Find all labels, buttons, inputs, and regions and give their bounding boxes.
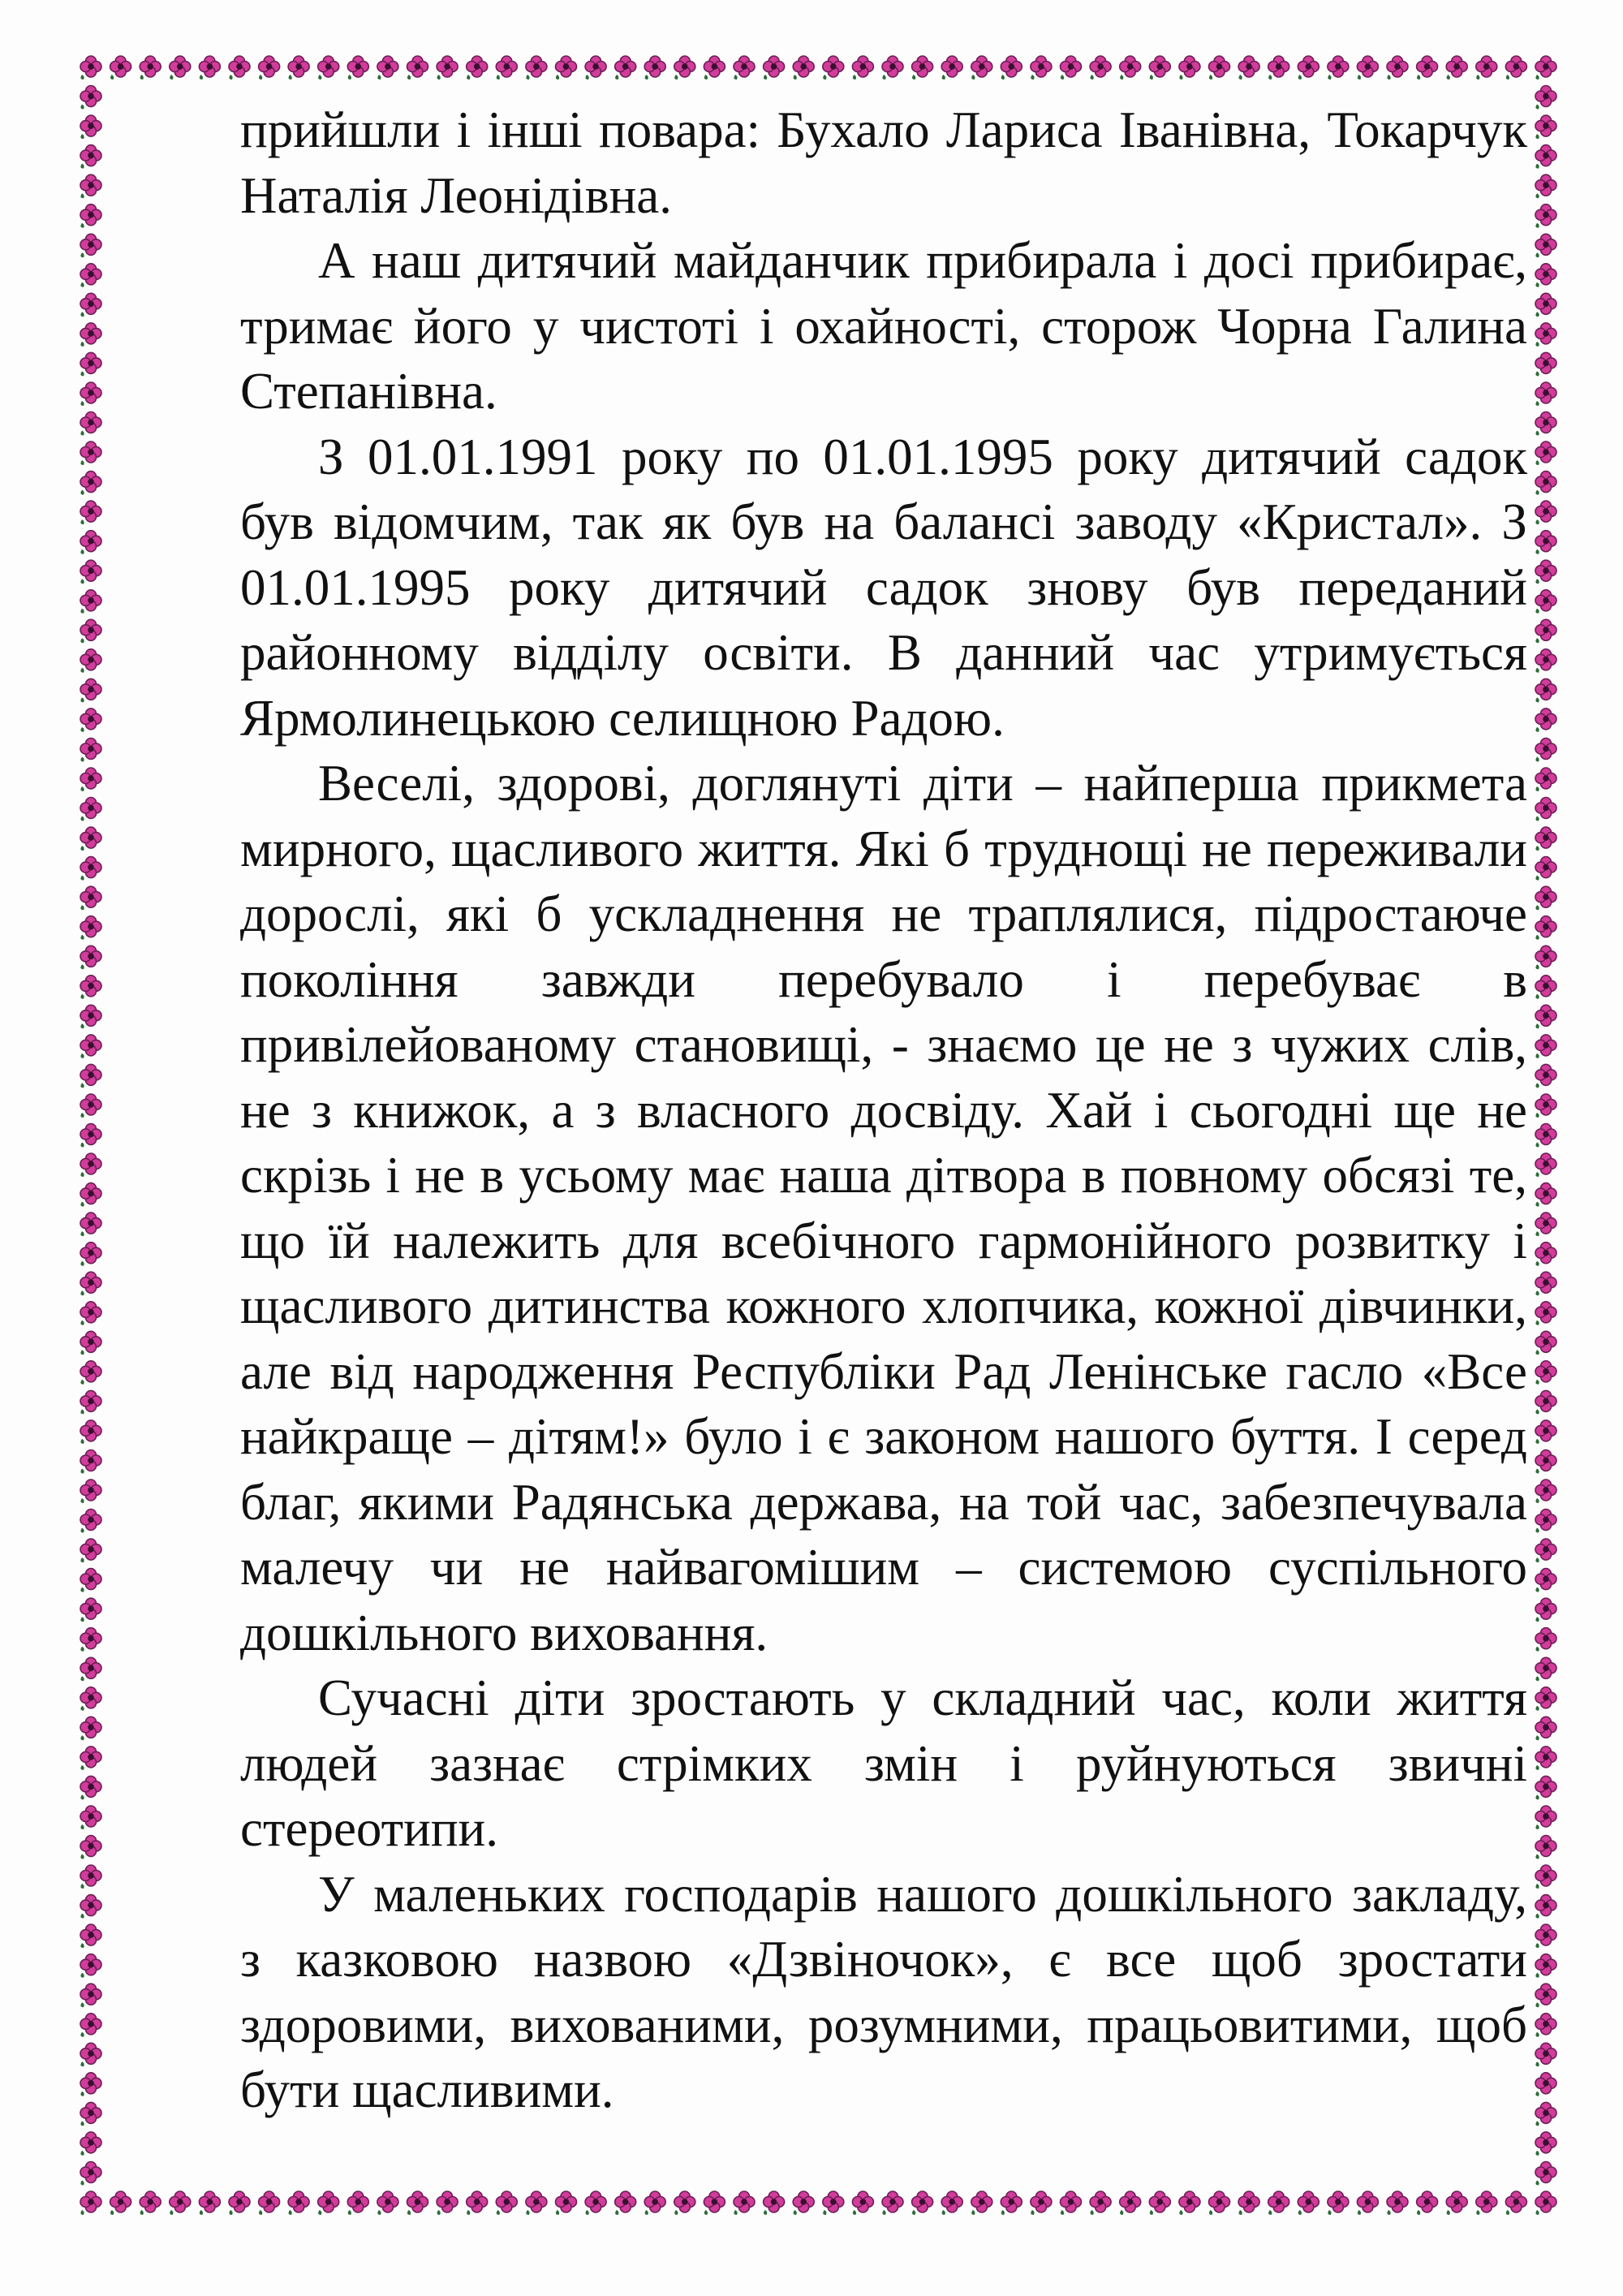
flower-icon [80,739,101,762]
flower-icon [1535,678,1556,702]
flower-icon [1535,1390,1556,1414]
flower-icon [1001,56,1022,80]
flower-icon [407,56,428,80]
flower-icon [1120,56,1141,80]
flower-icon [1535,1954,1556,1978]
flower-icon [80,2043,101,2066]
flower-icon [1357,2191,1378,2215]
flower-icon [80,531,101,554]
flower-icon [1535,857,1556,881]
flower-icon [140,56,161,80]
flower-icon [704,56,725,80]
flower-icon [1061,2191,1082,2215]
flower-icon [1535,2043,1556,2066]
flower-icon [80,174,101,198]
flower-icon [793,56,814,80]
flower-icon [80,649,101,673]
flower-icon [1535,886,1556,910]
flower-icon [704,2191,725,2215]
flower-icon [1535,916,1556,940]
flower-icon [80,264,101,287]
flower-icon [80,323,101,347]
flower-icon [1535,1035,1556,1058]
flower-icon [1535,798,1556,821]
flower-icon [80,857,101,881]
flower-icon [1535,1420,1556,1444]
flower-icon [1238,2191,1259,2215]
flower-icon [823,56,844,80]
flower-icon [793,2191,814,2215]
flower-icon [1535,739,1556,762]
flower-icon [80,1628,101,1652]
flower-icon [1535,1895,1556,1919]
flower-icon [1535,56,1556,80]
flower-icon [1535,2191,1556,2215]
flower-icon [1535,412,1556,436]
flower-icon [1535,472,1556,495]
flower-icon [882,56,903,80]
flower-icon [912,2191,933,2215]
flower-icon [1535,86,1556,110]
flower-icon [1061,56,1082,80]
flower-icon [467,56,488,80]
flower-icon [1535,234,1556,257]
flower-icon [377,56,398,80]
flower-icon [288,2191,309,2215]
flower-icon [199,2191,220,2215]
flower-icon [1535,352,1556,376]
flower-icon [823,2191,844,2215]
flower-icon [1209,2191,1230,2215]
flower-icon [1535,1243,1556,1266]
flower-icon [80,1302,101,1325]
flower-icon [1209,56,1230,80]
flower-icon [80,619,101,643]
flower-icon [1535,2073,1556,2096]
flower-icon [1535,382,1556,406]
flower-icon [971,56,992,80]
flower-icon [1446,56,1467,80]
flower-icon [80,1153,101,1177]
flower-icon [80,976,101,999]
flower-icon [1535,1836,1556,1859]
flower-icon [1535,1865,1556,1889]
flower-icon [1149,56,1170,80]
flower-icon [80,472,101,495]
flower-icon [1535,1094,1556,1118]
flower-icon [674,56,695,80]
flower-icon [80,1035,101,1058]
flower-icon [80,1806,101,1829]
flower-icon [912,56,933,80]
flower-icon [1535,768,1556,791]
flower-icon [1328,56,1349,80]
flower-icon [1535,619,1556,643]
flower-icon [1535,1687,1556,1711]
flower-icon [1031,56,1052,80]
flower-icon [615,2191,636,2215]
flower-icon [852,2191,873,2215]
flower-icon [1535,1331,1556,1355]
flower-icon [347,56,368,80]
flower-icon [259,56,280,80]
flower-icon [526,2191,547,2215]
flower-icon [80,1480,101,1503]
flower-icon [80,916,101,940]
flower-icon [1298,2191,1319,2215]
flower-icon [674,2191,695,2215]
flower-icon [80,768,101,791]
flower-icon [80,1361,101,1385]
flower-icon [1417,56,1438,80]
flower-icon [110,56,131,80]
flower-icon [80,1510,101,1533]
paragraph-4: Веселі, здорові, доглянуті діти – найперша прикмета мирного, щасливого життя. Які б труднощі не переживали дорослі, які б ускладнення не траплялися, підростаюче покоління завжди перебувало і перебуває в привілейованому становищі, - знаємо це не з чужих слів, не з книжок, а з власного досвіду. Хай і сьогодні ще не скрізь і не в усьому має наша дітвора в повному обсязі те, що їй належить для всебічного гармонійного розвитку і щасливого дитинства кожного хлопчика, кожної дівчинки, але від народження Республіки Рад Ленінське гасло «Все найкраще – дітям!» було і є законом нашого буття. І серед благ, якими Радянська держава, на той час, забезпечувала малечу чи не найвагомішим – системою суспільного дошкільного виховання. [240,755,1527,1661]
paragraph-2: А наш дитячий майданчик прибирала і досі прибирає, тримає його у чистоті і охайності, сторож Чорна Галина Степанівна. [240,232,1527,420]
flower-icon [80,382,101,406]
flower-icon [764,56,785,80]
flower-icon [80,1213,101,1236]
flower-icon [80,1747,101,1770]
flower-icon [1446,2191,1467,2215]
flower-icon [80,1539,101,1562]
flower-icon [1476,2191,1497,2215]
flower-icon [80,234,101,257]
paragraph-3: З 01.01.1991 року по 01.01.1995 року дитячий садок був відомчим, так як був на балансі заводу «Кристал». З 01.01.1995 року дитячий садок знову був переданий районному відділу освіти. В данний час утримується Ярмолинецькою селищною Радою. [240,428,1527,747]
flower-icon [1535,1539,1556,1562]
flower-icon [318,2191,339,2215]
flower-icon [1535,976,1556,999]
flower-icon [1535,1124,1556,1148]
flower-icon [1535,1776,1556,1799]
flower-icon [1535,1272,1556,1295]
flower-icon [1535,1510,1556,1533]
flower-icon [80,678,101,702]
flower-icon [1535,709,1556,732]
flower-icon [1328,2191,1349,2215]
flower-icon [80,1687,101,1711]
flower-icon [80,56,101,80]
flower-icon [80,1390,101,1414]
flower-icon [80,709,101,732]
flower-icon [1298,56,1319,80]
flower-icon [1179,56,1200,80]
flower-icon [80,1183,101,1207]
flower-icon [971,2191,992,2215]
flower-icon [852,56,873,80]
flower-icon [1535,1806,1556,1829]
flower-icon [1535,1598,1556,1622]
flower-icon [1535,1361,1556,1385]
paragraph-6: У маленьких господарів нашого дошкільного закладу, з казковою назвою «Дзвіночок», є все щоб зростати здоровими, вихованими, розумними, працьовитими, щоб бути щасливими. [240,1865,1527,2118]
flower-icon [1535,1628,1556,1652]
flower-icon [1535,205,1556,228]
flower-icon [80,1450,101,1474]
flower-icon [1535,1213,1556,1236]
flower-icon [556,2191,577,2215]
flower-icon [80,1598,101,1622]
flower-icon [229,56,250,80]
flower-icon [1090,2191,1111,2215]
flower-icon [1535,1924,1556,1948]
flower-icon [80,1331,101,1355]
flower-icon [1031,2191,1052,2215]
flower-icon [1535,2132,1556,2156]
flower-icon [941,56,962,80]
flower-icon [1535,145,1556,169]
flower-icon [80,2132,101,2156]
flower-icon [80,590,101,614]
flower-icon [1120,2191,1141,2215]
flower-icon [1387,2191,1408,2215]
flower-icon [80,1836,101,1859]
flower-icon [80,1272,101,1295]
flower-icon [1387,56,1408,80]
flower-icon [80,1984,101,2007]
flower-icon [1535,501,1556,524]
flower-icon [80,1776,101,1799]
flower-icon [1535,827,1556,851]
flower-icon [80,560,101,584]
flower-icon [1535,1005,1556,1028]
flower-icon [80,442,101,465]
flower-icon [1535,1183,1556,1207]
flower-icon [80,115,101,139]
flower-icon [259,2191,280,2215]
flower-icon [1535,649,1556,673]
flower-icon [110,2191,131,2215]
flower-icon [1535,590,1556,614]
flower-icon [80,86,101,110]
flower-icon [1535,1717,1556,1740]
flower-icon [526,56,547,80]
paragraph-5: Сучасні діти зростають у складний час, коли життя людей зазнає стрімких змін і руйнуються звичні стереотипи. [240,1669,1527,1857]
flower-icon [1535,1064,1556,1088]
flower-icon [80,1243,101,1266]
flower-icon [80,1895,101,1919]
flower-icon [1535,264,1556,287]
flower-icon [1268,56,1289,80]
flower-icon [80,293,101,317]
flower-icon [80,1954,101,1978]
flower-icon [1268,2191,1289,2215]
flower-icon [318,56,339,80]
flower-icon [1535,1153,1556,1177]
flower-icon [644,56,665,80]
flower-icon [1535,174,1556,198]
flower-icon [1535,115,1556,139]
flower-icon [1535,2162,1556,2186]
flower-icon [80,1717,101,1740]
flower-icon [80,1420,101,1444]
flower-icon [1535,1480,1556,1503]
flower-icon [1535,946,1556,969]
flower-icon [80,2073,101,2096]
flower-icon [1179,2191,1200,2215]
flower-icon [80,2191,101,2215]
paragraph-1: прийшли і інші повара: Бухало Лариса Іванівна, Токарчук Наталія Леонідівна. [240,101,1527,224]
flower-icon [288,56,309,80]
flower-icon [1535,531,1556,554]
flower-icon [80,1064,101,1088]
flower-icon [1535,442,1556,465]
flower-icon [1090,56,1111,80]
flower-icon [80,412,101,436]
flower-icon [140,2191,161,2215]
flower-icon [496,2191,517,2215]
flower-icon [1476,56,1497,80]
flower-icon [377,2191,398,2215]
flower-icon [1535,293,1556,317]
flower-icon [1535,2014,1556,2037]
flower-icon [585,56,606,80]
flower-icon [585,2191,606,2215]
flower-icon [437,56,458,80]
flower-icon [347,2191,368,2215]
flower-icon [170,2191,191,2215]
document-body [240,97,1527,2123]
flower-icon [80,352,101,376]
flower-icon [1535,1984,1556,2007]
flower-icon [734,56,755,80]
flower-icon [80,1005,101,1028]
flower-icon [80,886,101,910]
flower-icon [1535,1747,1556,1770]
flower-icon [80,827,101,851]
flower-icon [80,1924,101,1948]
flower-icon [80,2102,101,2126]
flower-icon [80,2014,101,2037]
flower-icon [644,2191,665,2215]
flower-icon [882,2191,903,2215]
flower-icon [556,56,577,80]
flower-icon [1149,2191,1170,2215]
flower-icon [229,2191,250,2215]
flower-icon [615,56,636,80]
flower-icon [80,1124,101,1148]
flower-icon [496,56,517,80]
flower-icon [1535,560,1556,584]
flower-icon [467,2191,488,2215]
flower-icon [1505,2191,1526,2215]
flower-icon [80,145,101,169]
flower-icon [941,2191,962,2215]
flower-icon [1357,56,1378,80]
flower-icon [764,2191,785,2215]
flower-icon [1238,56,1259,80]
flower-icon [80,1569,101,1592]
flower-icon [80,205,101,228]
flower-icon [734,2191,755,2215]
flower-icon [1535,1657,1556,1681]
flower-icon [1535,1569,1556,1592]
flower-icon [1535,323,1556,347]
flower-icon [170,56,191,80]
flower-icon [80,501,101,524]
flower-icon [1535,1302,1556,1325]
flower-icon [80,1865,101,1889]
flower-icon [1505,56,1526,80]
flower-icon [80,1094,101,1118]
flower-icon [80,946,101,969]
flower-icon [437,2191,458,2215]
flower-icon [80,798,101,821]
flower-icon [1535,1450,1556,1474]
flower-icon [1417,2191,1438,2215]
flower-icon [199,56,220,80]
flower-icon [80,1657,101,1681]
flower-icon [1001,2191,1022,2215]
flower-icon [1535,2102,1556,2126]
flower-icon [407,2191,428,2215]
flower-icon [80,2162,101,2186]
